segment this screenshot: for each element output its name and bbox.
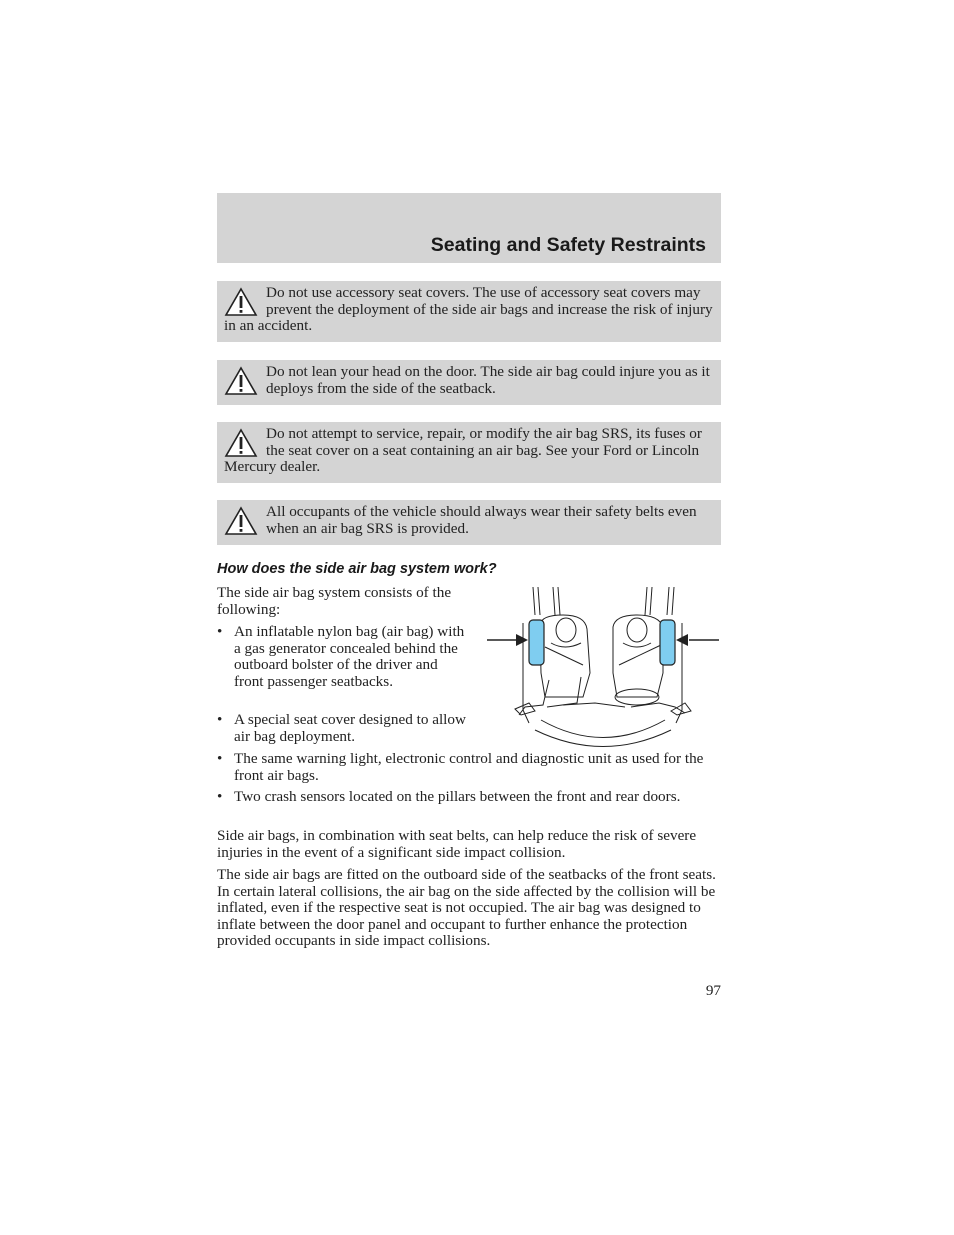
list-item xyxy=(217,712,467,745)
bullet-dot: • xyxy=(217,711,223,728)
list-item xyxy=(217,624,467,690)
list-item xyxy=(217,789,721,806)
side-airbag-illustration xyxy=(485,585,721,750)
bullet-text: Two crash sensors located on the pillars between the front and rear doors. xyxy=(234,788,681,805)
bullet-text: A special seat cover designed to allow air bag deployment. xyxy=(234,711,466,745)
section-heading: How does the side air bag system work? xyxy=(217,561,497,577)
bullet-dot: • xyxy=(217,750,223,767)
list-item xyxy=(217,751,721,784)
bullet-dot: • xyxy=(217,788,223,805)
intro-text: The side air bag system consists of the following: xyxy=(217,584,452,618)
bullet-text: An inflatable nylon bag (air bag) with a gas generator concealed behind the outboard bolster of the driver and front passenger seatbacks. xyxy=(234,623,465,690)
paragraph: Side air bags, in combination with seat belts, can help reduce the risk of severe injuries in the event of a significant side impact collision. xyxy=(217,827,697,861)
warning-text-2: Do not lean your head on the door. The side air bag could injure you as it deploys from the side of the seatback. xyxy=(266,363,710,397)
warning-box-1 xyxy=(217,281,721,342)
warning-text-3: Do not attempt to service, repair, or modify the air bag SRS, its fuses or the seat cover on a seat containing an air bag. See your Ford or Lincoln Mercury dealer. xyxy=(224,425,702,476)
warning-triangle-icon xyxy=(224,287,258,317)
warning-text-1: Do not use accessory seat covers. The use of accessory seat covers may prevent the deployment of the side air bags and increase the risk of injury in an accident. xyxy=(224,284,713,335)
warning-box-4 xyxy=(217,500,721,545)
warning-box-2 xyxy=(217,360,721,405)
paragraph: The side air bags are fitted on the outboard side of the seatbacks of the front seats. In certain lateral collisions, the air bag on the side affected by the collision will be inflated, even if the respective seat is not occupied. The air bag was designed to inflate between the door panel and occupant to further enhance the protection provided occupants in side impact collisions. xyxy=(217,866,716,949)
warning-box-3 xyxy=(217,422,721,483)
warning-triangle-icon xyxy=(224,506,258,536)
bullet-text: The same warning light, electronic control and diagnostic unit as used for the front air bags. xyxy=(234,750,704,784)
bullet-dot: • xyxy=(217,623,223,640)
warning-triangle-icon xyxy=(224,366,258,396)
page-title: Seating and Safety Restraints xyxy=(430,234,706,256)
page-number: 97 xyxy=(705,982,721,999)
section-header xyxy=(217,193,721,263)
warning-text-4: All occupants of the vehicle should always wear their safety belts even when an air bag SRS is provided. xyxy=(266,503,697,537)
warning-triangle-icon xyxy=(224,428,258,458)
